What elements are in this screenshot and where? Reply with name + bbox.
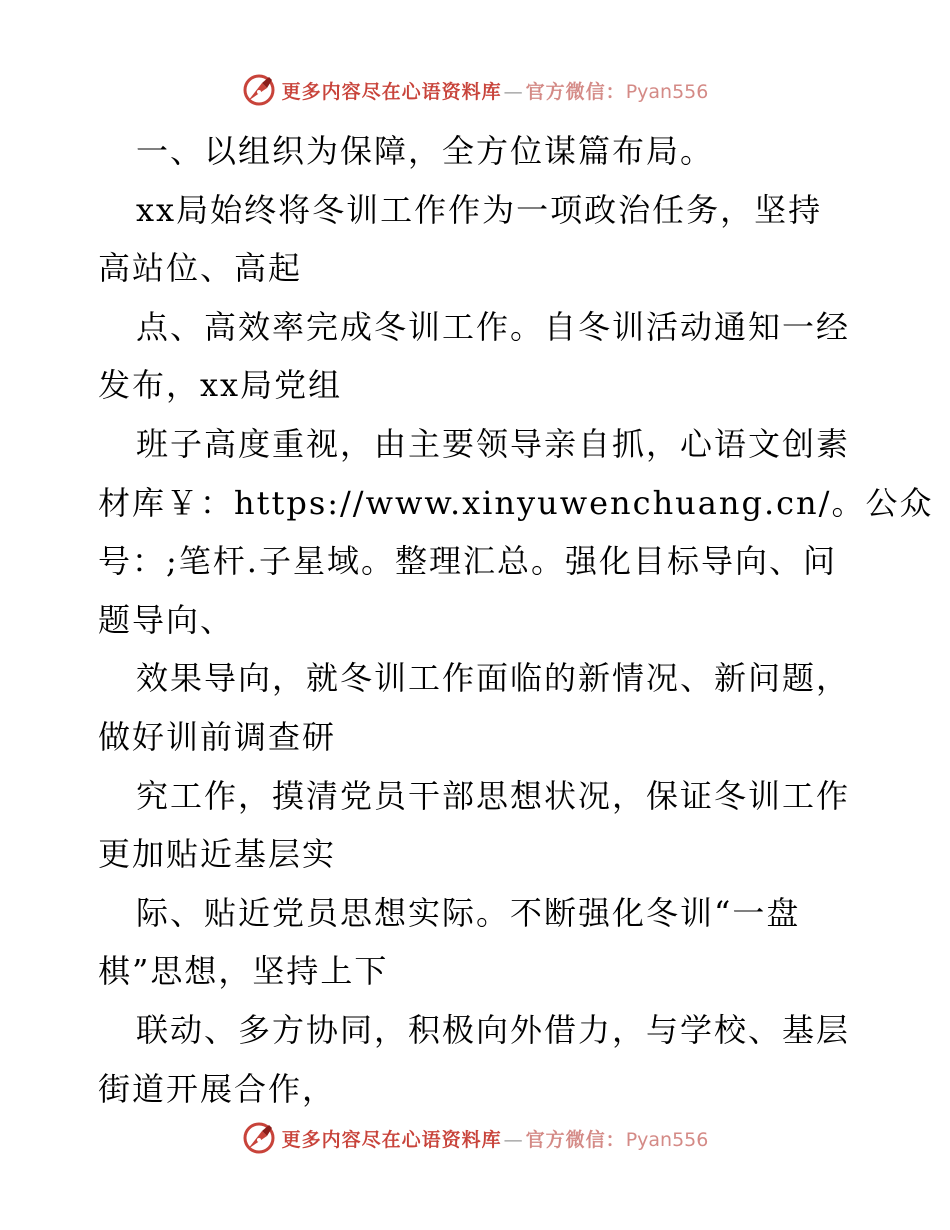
body-line: 点、高效率完成冬训工作。自冬训活动通知一经 <box>136 307 851 346</box>
body-line: 街道开展合作， <box>98 1069 337 1108</box>
body-line: xx局始终将冬训工作作为一项政治任务，坚持 <box>136 190 823 229</box>
body-line: 际、贴近党员思想实际。不断强化冬训“一盘 <box>136 893 801 932</box>
banner-sub-text: 官方微信： <box>525 1128 626 1151</box>
body-line: 发布，xx局党组 <box>98 366 343 405</box>
pen-nib-logo-icon <box>242 73 276 107</box>
body-line: 题导向、 <box>98 600 235 639</box>
body-line: 联动、多方协同，积极向外借力，与学校、基层 <box>136 1010 851 1049</box>
body-line: 效果导向，就冬训工作面临的新情况、新问题， <box>136 659 851 698</box>
footer-banner <box>0 1118 950 1158</box>
body-line: 棋”思想，坚持上下 <box>98 952 389 991</box>
body-line: 做好训前调查研 <box>98 717 337 756</box>
banner-separator: — <box>503 80 524 103</box>
banner-separator: — <box>503 1128 524 1151</box>
banner-main-text: 更多内容尽在心语资料库 <box>281 80 502 103</box>
pen-nib-logo-icon <box>242 1121 276 1155</box>
body-line: 一、以组织为保障，全方位谋篇布局。 <box>136 132 715 170</box>
body-line: 班子高度重视，由主要领导亲自抓，心语文创素 <box>136 424 851 463</box>
header-banner <box>0 70 950 110</box>
banner-sub-text: 官方微信： <box>525 80 626 103</box>
body-line: 材库￥：https://www.xinyuwenchuang.cn/。公众 <box>98 483 934 522</box>
header-banner-text <box>282 77 709 104</box>
body-line: 究工作，摸清党员干部思想状况，保证冬训工作 <box>136 776 851 815</box>
body-line: 更加贴近基层实 <box>98 835 337 874</box>
banner-wechat-id: Pyan556 <box>625 1128 709 1151</box>
banner-main-text: 更多内容尽在心语资料库 <box>281 1128 502 1151</box>
banner-wechat-id: Pyan556 <box>625 80 709 103</box>
footer-banner-text <box>282 1125 709 1152</box>
body-line: 高站位、高起 <box>98 249 303 288</box>
body-line: 号：;笔杆.子星域。整理汇总。强化目标导向、问 <box>98 542 837 581</box>
document-body <box>98 122 934 1118</box>
